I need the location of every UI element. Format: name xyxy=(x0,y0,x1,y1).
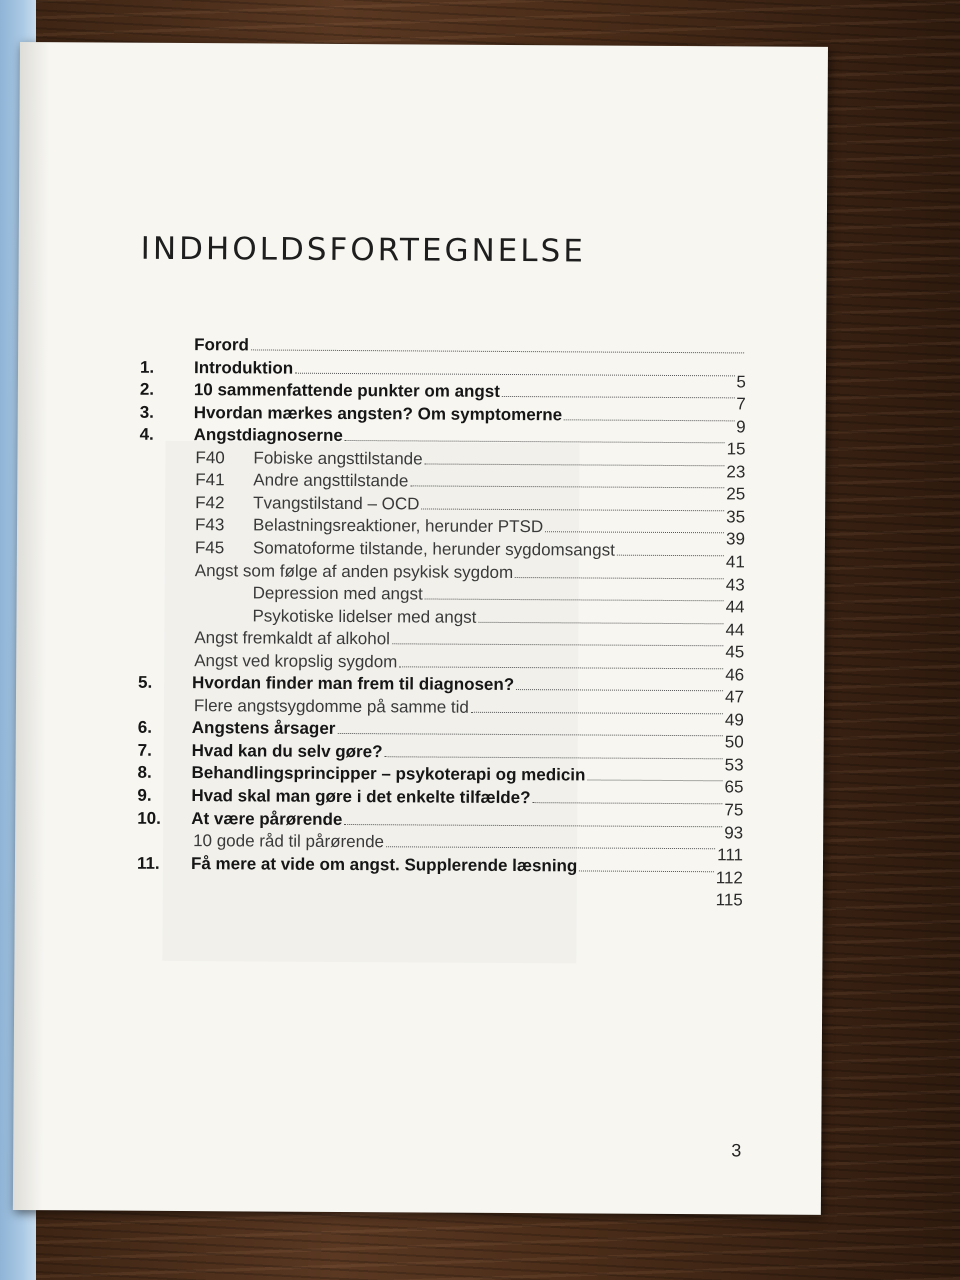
entry-title: Angst fremkaldt af alkohol xyxy=(194,628,391,649)
page-reference: 75 xyxy=(724,800,744,820)
dot-leader xyxy=(502,395,734,398)
dot-leader xyxy=(384,755,722,759)
dot-leader xyxy=(337,732,722,736)
dot-leader xyxy=(579,869,714,872)
chapter-number: 9. xyxy=(137,785,152,805)
dot-leader xyxy=(399,665,723,669)
page-reference: 7 xyxy=(736,394,746,414)
page-reference: 15 xyxy=(726,439,746,459)
dot-leader xyxy=(251,348,744,353)
entry-title: Hvordan mærkes angsten? Om symptomerne xyxy=(193,402,563,424)
page-reference: 44 xyxy=(725,619,745,640)
dot-leader xyxy=(344,823,722,827)
entry-title: Angst ved kropslig sygdom xyxy=(194,650,398,672)
chapter-number: 3. xyxy=(139,402,154,422)
dot-leader xyxy=(564,418,734,421)
entry-title: Andre angsttilstande xyxy=(253,470,409,491)
entry-title: Psykotiske lidelser med angst xyxy=(252,606,477,627)
page-reference: 39 xyxy=(725,529,746,549)
chapter-number: 5. xyxy=(138,672,153,693)
chapter-number: 2. xyxy=(139,379,155,399)
entry-title: Depression med angst xyxy=(252,583,423,604)
page-number: 3 xyxy=(731,1140,742,1161)
entry-title: Somatoforme tilstande, herunder sygdomsangst xyxy=(252,538,615,560)
diagnosis-code: F41 xyxy=(195,470,225,490)
toc-entry xyxy=(136,853,743,888)
dot-leader xyxy=(617,554,724,557)
diagnosis-code: F42 xyxy=(195,492,225,513)
dot-leader xyxy=(515,576,724,579)
entry-title: Hvordan finder man frem til diagnosen? xyxy=(192,673,515,695)
entry-title: Belastningsreaktioner, herunder PTSD xyxy=(252,515,544,537)
page-reference: 44 xyxy=(725,597,745,617)
page-reference: 41 xyxy=(725,552,745,572)
chapter-number: 6. xyxy=(137,718,153,738)
chapter-number: 10. xyxy=(137,808,161,828)
entry-title: Hvad skal man gøre i det enkelte tilfælde? xyxy=(191,786,531,808)
dot-leader xyxy=(295,371,734,376)
dot-leader xyxy=(386,845,715,849)
page-title: INDHOLDSFORTEGNELSE xyxy=(140,230,586,270)
entry-title: Forord xyxy=(194,335,249,355)
entry-title: Introduktion xyxy=(193,357,294,378)
page-reference: 111 xyxy=(717,845,744,865)
dot-leader xyxy=(516,688,723,691)
page-reference: 65 xyxy=(724,777,744,797)
entry-title: 10 sammenfattende punkter om angst xyxy=(193,380,501,402)
entry-title: At være pårørende xyxy=(191,808,343,829)
entry-title: Flere angstsygdomme på samme tid xyxy=(193,695,469,717)
dot-leader xyxy=(410,485,724,489)
chapter-number: 4. xyxy=(139,424,154,445)
page-reference: 93 xyxy=(724,822,744,842)
entry-title: Angstens årsager xyxy=(191,718,336,739)
page-reference: 45 xyxy=(725,642,745,662)
diagnosis-code: F40 xyxy=(195,447,225,468)
page-reference: 5 xyxy=(736,371,746,391)
dot-leader xyxy=(471,711,723,715)
entry-title: Angstdiagnoserne xyxy=(193,425,343,446)
page-reference: 112 xyxy=(715,867,743,888)
entry-title: Angst som følge af anden psykisk sygdom xyxy=(194,560,514,582)
entry-title: Få mere at vide om angst. Supplerende læsning xyxy=(190,853,578,876)
diagnosis-code: F45 xyxy=(194,538,225,558)
dot-leader xyxy=(421,507,724,511)
page-reference: 23 xyxy=(726,462,746,482)
entry-title: Behandlingsprincipper – psykoterapi og medicin xyxy=(191,763,586,785)
diagnosis-code: F43 xyxy=(194,515,225,535)
dot-leader xyxy=(587,779,722,782)
toc-entry xyxy=(140,335,746,361)
page-reference: 43 xyxy=(725,574,745,594)
dot-leader xyxy=(533,801,723,804)
toc-entry xyxy=(137,876,743,910)
dot-leader xyxy=(345,439,725,443)
entry-title: Tvangstilstand – OCD xyxy=(253,493,420,514)
page-reference: 9 xyxy=(736,417,746,437)
book-page xyxy=(13,42,828,1215)
dot-leader xyxy=(425,462,725,466)
chapter-number: 11. xyxy=(136,853,160,873)
page-reference: 25 xyxy=(726,484,746,504)
dot-leader xyxy=(392,642,723,646)
chapter-number: 7. xyxy=(137,740,152,760)
dot-leader xyxy=(425,598,724,602)
table-of-contents xyxy=(13,42,828,1215)
entry-title: 10 gode råd til pårørende xyxy=(193,831,385,852)
page-reference: 115 xyxy=(715,890,743,910)
page-reference: 35 xyxy=(726,507,746,527)
dot-leader xyxy=(545,531,724,534)
page-reference: 49 xyxy=(724,710,744,730)
page-reference: 46 xyxy=(725,665,745,685)
dot-leader xyxy=(478,620,723,623)
entry-title: Hvad kan du selv gøre? xyxy=(191,740,383,762)
spacer xyxy=(191,891,716,894)
chapter-number: 1. xyxy=(139,357,155,377)
page-reference: 53 xyxy=(724,755,744,775)
page-reference: 50 xyxy=(724,732,744,752)
page-reference: 47 xyxy=(725,687,745,707)
entry-title: Fobiske angsttilstande xyxy=(253,448,423,469)
chapter-number: 8. xyxy=(137,763,152,783)
